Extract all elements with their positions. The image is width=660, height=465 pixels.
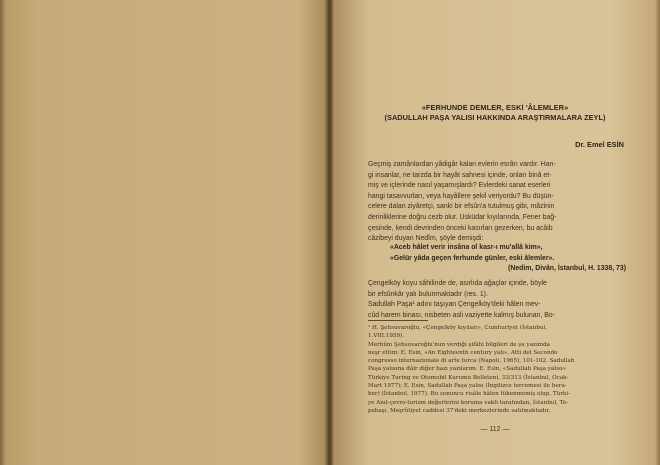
right-edge-shadow xyxy=(655,0,660,465)
footnote-line: ber) (İstanbul, 1977). Bu sonuncu risâle hâlen tükenmemiş olup, Türki- xyxy=(368,391,570,398)
text-line: celere dalan ziyâretçi, sanki bir efsûn'a tutulmuş gibi, mâzinin xyxy=(368,203,555,211)
footnote-line: Türkiye Turing ve Otomobil Kurumu Belleteni, 33/313 (İstanbul, Ocak- xyxy=(368,374,569,381)
footnote-divider xyxy=(368,320,428,321)
page-number: — 112 — xyxy=(480,426,510,433)
footnote-line: pebaşı, Meşrûtiyet caddesi 37'deki merkezlerinde satılmaktadır. xyxy=(368,407,551,414)
paragraph-main xyxy=(368,279,626,321)
text-line: Çengelköy koyu sâhilinde de, asırlıda ağaçlar içinde, böyle xyxy=(368,280,547,287)
text-line: derinliklerine doğru cezb olur. Üsküdar kıyılarında, Fener bağ- xyxy=(368,213,557,221)
author-name: Dr. Emel ESİN xyxy=(575,140,624,149)
verse-quote xyxy=(390,243,626,275)
text-line: câzibeyi duyan Nedîm, şöyle demişdi: xyxy=(368,235,484,243)
footnote-line: Paşa yalısına dâir diğer bazı yazılarım: E. Esin, «Sadullah Paşa yalısı» xyxy=(368,366,566,373)
footnote-line: Merhûm Şehsuvaroğlu'nun verdiği şifâhi bilgileri de şu yazımda xyxy=(368,341,550,348)
text-line: Geçmiş zamânlardan yâdigâr kalan evlerin esrârı vardır. Han- xyxy=(368,161,556,168)
footnote-line: congresso internazionale di arte turca (Napoli, 1965), 101-102. Sadullah xyxy=(368,358,575,365)
footnote-line: 1.VIII.1959). xyxy=(368,333,404,340)
article-title: «FERHUNDE DEMLER, ESKİ 'ÂLEMLER» xyxy=(421,103,569,112)
text-line: çesinde, kendi devrinden önceki kasırları gezerken, bu acâib xyxy=(368,224,553,232)
footnotes xyxy=(368,324,626,415)
text-line: bir efsûnkâr yalı bulunmaktadır (res. 1). xyxy=(368,290,488,298)
text-line: gi insanlar, ne tarzda bir hayât sahnesi içinde, onları binâ et- xyxy=(368,171,552,179)
left-page-blank xyxy=(0,0,327,465)
verse-line: «Gelür yâda geçen ferhunde günler, eski âlemler». xyxy=(390,254,555,262)
footnote-line: Mart 1977); E. Esin, Sadullah Paşa yalısı (İngilizce tercemesi ile bera- xyxy=(368,383,567,390)
text-line: hangi tasavvurları, veya hayâllere şekil veriyordu? Bu düşün- xyxy=(368,192,554,200)
footnote-line: neşr ettim: E. Esin, «An Eighteenth century yalı», Atti del Secondo xyxy=(368,349,558,356)
article-subtitle: (SADULLAH PAŞA YALISI HAKKINDA ARAŞTIRMALARA ZEYL) xyxy=(384,113,606,122)
right-page xyxy=(330,0,660,465)
footnote-line: ye Anıt-çevre-turizm değerlerini koruma vakfı tarafından, İstanbul, Te- xyxy=(368,399,569,406)
text-line: miş ve içlerinde nasıl yaşamışlardı? Evlerdeki sanat eserleri xyxy=(368,182,551,190)
verse-citation: (Nedim, Divân, İstanbul, H. 1338, 73) xyxy=(508,265,626,273)
verse-line: «Aceb hâlet verir insâna ol kasr-ı mu'allâ kim», xyxy=(390,244,543,251)
text-line: Sadullah Paşa¹ adını taşıyan Çengelköy'deki hâlen mev- xyxy=(368,301,541,309)
text-line: cûd harem binası, nisbeten asli vaziyette kalmış bulunan, Bo- xyxy=(368,311,555,319)
footnote-line: ¹ H. Şehsuvaroğlu, «Çengelköy kıyıları», Cumhuriyet (İstanbul, xyxy=(368,325,547,331)
paragraph-intro xyxy=(368,160,626,245)
